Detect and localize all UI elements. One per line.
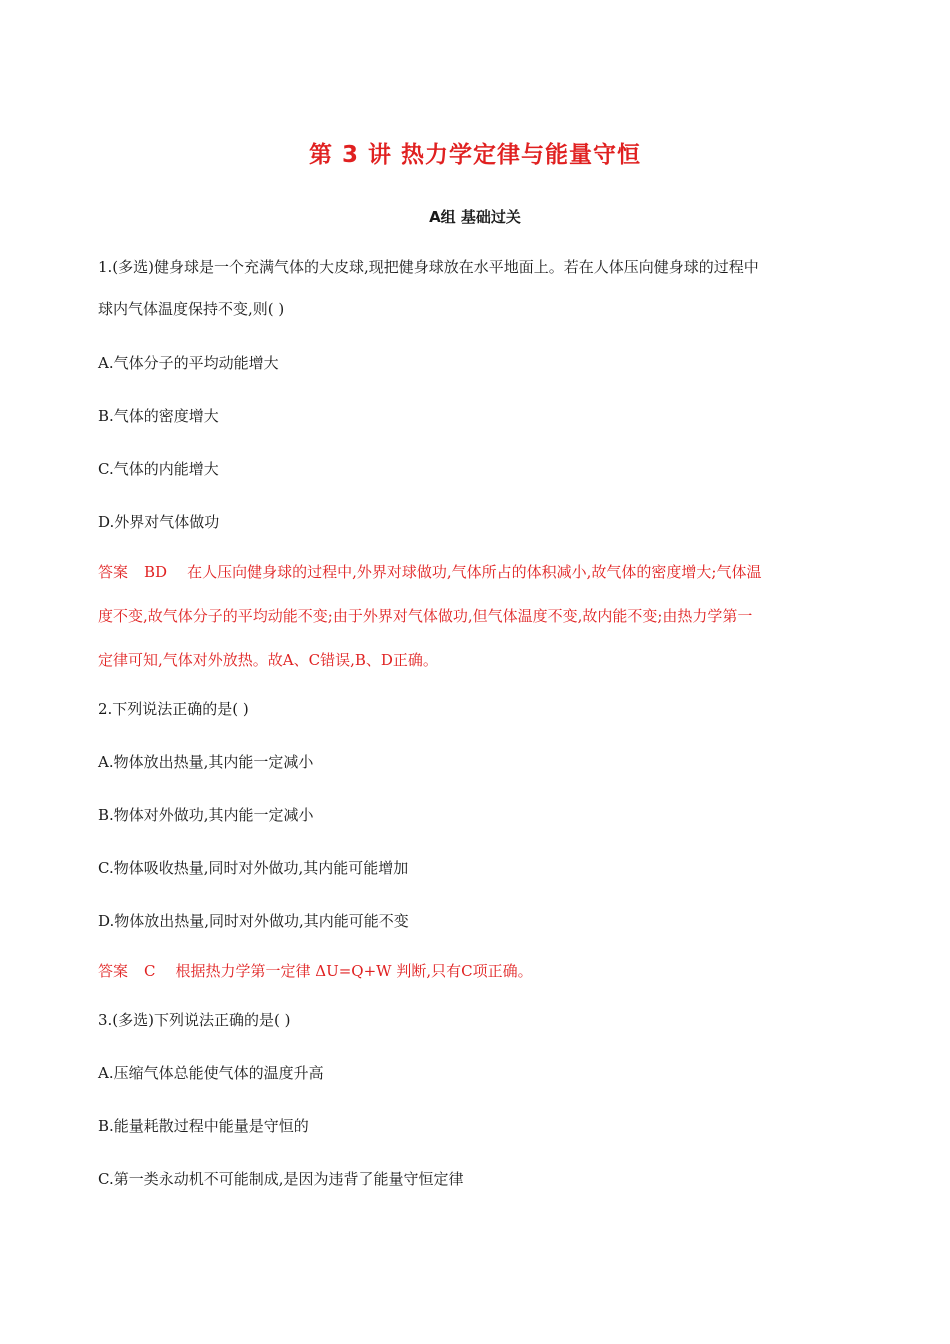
question-1 [98,252,858,682]
question-2-option-a: A.物体放出热量,其内能一定减小 [98,753,314,771]
question-2-option-c: C.物体吸收热量,同时对外做功,其内能可能增加 [98,859,409,877]
section-heading: A组 基础过关 [429,208,521,226]
question-1-option-a: A.气体分子的平均动能增大 [98,354,279,372]
answer-label: 答案 [98,563,129,581]
answer-label: 答案 [98,962,129,980]
answer-explanation-line-3: 定律可知,气体对外放热。故A、C错误,B、D正确。 [98,651,438,669]
question-list [98,252,858,1193]
answer-explanation-line-2: 度不变,故气体分子的平均动能不变;由于外界对气体做功,但气体温度不变,故内能不变;由热力学第一 [98,607,753,625]
answer-explanation: 根据热力学第一定律 ΔU=Q+W 判断,只有C项正确。 [175,962,533,980]
question-2-option-d: D.物体放出热量,同时对外做功,其内能可能不变 [98,912,409,930]
question-3-option-a: A.压缩气体总能使气体的温度升高 [98,1064,324,1082]
question-1-option-d: D.外界对气体做功 [98,513,220,531]
question-1-stem-line-1: 1.(多选)健身球是一个充满气体的大皮球,现把健身球放在水平地面上。若在人体压向健身球的过程中 [98,258,759,276]
question-2-answer [98,949,858,993]
question-2-stem: 2.下列说法正确的是( ) [98,700,249,718]
question-3 [98,1007,858,1193]
question-3-option-c: C.第一类永动机不可能制成,是因为违背了能量守恒定律 [98,1170,464,1188]
answer-key: C [144,962,156,980]
question-2-option-b: B.物体对外做功,其内能一定减小 [98,806,314,824]
question-3-option-b: B.能量耗散过程中能量是守恒的 [98,1117,309,1135]
question-1-answer [98,550,858,682]
question-1-option-c: C.气体的内能增大 [98,460,219,478]
question-1-option-b: B.气体的密度增大 [98,407,219,425]
answer-explanation-line-1: 在人压向健身球的过程中,外界对球做功,气体所占的体积减小,故气体的密度增大;气体温 [187,563,762,581]
question-3-stem: 3.(多选)下列说法正确的是( ) [98,1011,291,1029]
question-2 [98,696,858,993]
page-title: 第 3 讲 热力学定律与能量守恒 [308,142,642,168]
question-1-stem-line-2: 球内气体温度保持不变,则( ) [98,300,285,318]
answer-key: BD [144,563,168,581]
